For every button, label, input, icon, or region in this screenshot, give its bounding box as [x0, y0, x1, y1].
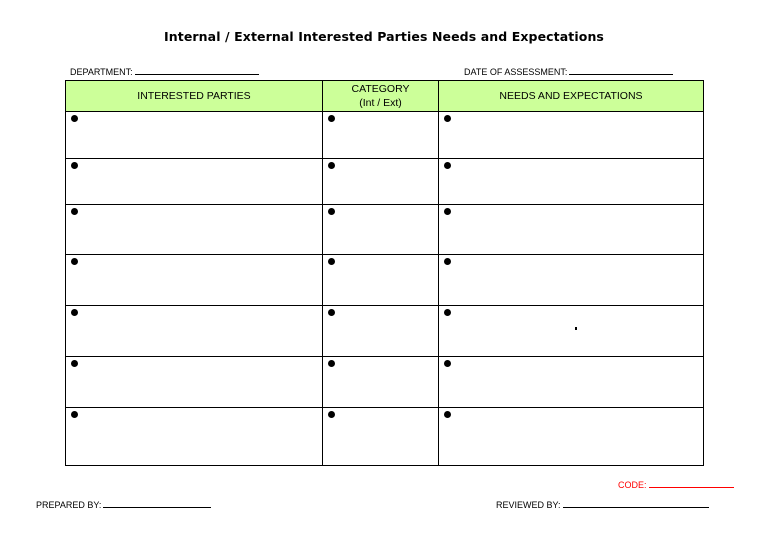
- party-cell[interactable]: [66, 112, 323, 159]
- department-blank-line[interactable]: [135, 66, 259, 75]
- department-label: DEPARTMENT:: [70, 67, 133, 77]
- party-cell[interactable]: [66, 306, 323, 357]
- table-row: [66, 357, 704, 408]
- needs-cell[interactable]: [439, 306, 704, 357]
- needs-cell[interactable]: [439, 112, 704, 159]
- table-row: [66, 112, 704, 159]
- date-blank-line[interactable]: [569, 66, 673, 75]
- header-category-line2: (Int / Ext): [359, 97, 402, 109]
- bullet-dot-icon: [444, 309, 451, 316]
- needs-cell[interactable]: [439, 255, 704, 306]
- party-cell[interactable]: [66, 255, 323, 306]
- department-field[interactable]: [70, 66, 259, 77]
- table-row: [66, 205, 704, 255]
- interested-parties-table: [65, 80, 704, 466]
- header-interested-parties: INTERESTED PARTIES: [66, 81, 323, 112]
- category-cell[interactable]: [323, 159, 439, 205]
- header-category-line1: CATEGORY: [351, 83, 410, 95]
- category-cell[interactable]: [323, 255, 439, 306]
- bullet-dot-icon: [328, 208, 335, 215]
- date-of-assessment-label: DATE OF ASSESSMENT:: [464, 67, 568, 77]
- bullet-dot-icon: [71, 208, 78, 215]
- document-title: Internal / External Interested Parties Needs and Expectations: [164, 29, 604, 44]
- code-field[interactable]: [618, 479, 734, 490]
- table-header-row: [66, 81, 704, 112]
- table-row: [66, 408, 704, 466]
- category-cell[interactable]: [323, 408, 439, 466]
- bullet-dot-icon: [444, 115, 451, 122]
- needs-cell[interactable]: [439, 205, 704, 255]
- bullet-dot-icon: [444, 258, 451, 265]
- bullet-dot-icon: [71, 162, 78, 169]
- bullet-dot-icon: [444, 162, 451, 169]
- bullet-dot-icon: [328, 258, 335, 265]
- party-cell[interactable]: [66, 159, 323, 205]
- bullet-dot-icon: [328, 360, 335, 367]
- header-category: [323, 81, 439, 112]
- code-label: CODE:: [618, 480, 647, 490]
- bullet-dot-icon: [71, 360, 78, 367]
- bullet-dot-icon: [328, 162, 335, 169]
- reviewed-by-label: REVIEWED BY:: [496, 500, 561, 510]
- table-row: [66, 306, 704, 357]
- party-cell[interactable]: [66, 408, 323, 466]
- party-cell[interactable]: [66, 205, 323, 255]
- bullet-dot-icon: [444, 411, 451, 418]
- category-cell[interactable]: [323, 306, 439, 357]
- category-cell[interactable]: [323, 357, 439, 408]
- bullet-dot-icon: [444, 208, 451, 215]
- prepared-by-label: PREPARED BY:: [36, 500, 102, 510]
- prepared-by-blank-line[interactable]: [103, 499, 211, 508]
- needs-cell[interactable]: [439, 159, 704, 205]
- prepared-by-field[interactable]: [36, 499, 211, 510]
- reviewed-by-blank-line[interactable]: [563, 499, 709, 508]
- party-cell[interactable]: [66, 357, 323, 408]
- bullet-dot-icon: [328, 115, 335, 122]
- bullet-dot-icon: [71, 258, 78, 265]
- needs-cell[interactable]: [439, 357, 704, 408]
- bullet-dot-icon: [71, 411, 78, 418]
- bullet-dot-icon: [444, 360, 451, 367]
- header-needs-and-expectations: NEEDS AND EXPECTATIONS: [439, 81, 704, 112]
- category-cell[interactable]: [323, 205, 439, 255]
- stray-mark: [575, 327, 577, 330]
- table-row: [66, 159, 704, 205]
- bullet-dot-icon: [328, 309, 335, 316]
- bullet-dot-icon: [71, 309, 78, 316]
- code-blank-line[interactable]: [649, 479, 734, 488]
- date-of-assessment-field[interactable]: [464, 66, 673, 77]
- bullet-dot-icon: [71, 115, 78, 122]
- needs-cell[interactable]: [439, 408, 704, 466]
- bullet-dot-icon: [328, 411, 335, 418]
- category-cell[interactable]: [323, 112, 439, 159]
- reviewed-by-field[interactable]: [496, 499, 709, 510]
- table-row: [66, 255, 704, 306]
